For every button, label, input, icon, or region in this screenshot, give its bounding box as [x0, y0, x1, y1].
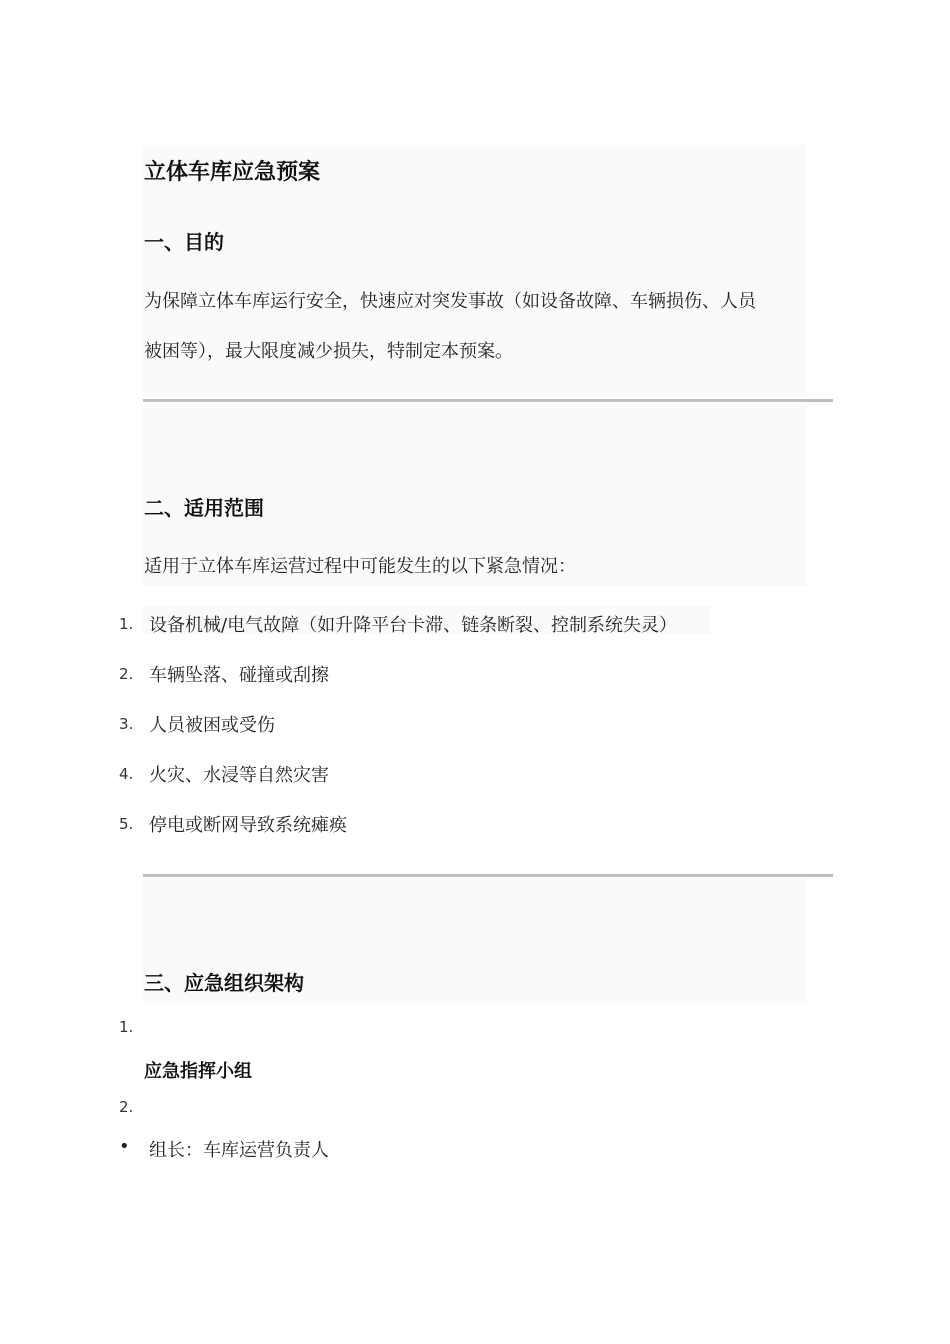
org-item-1-number: 1.	[119, 1018, 134, 1036]
list-number: 5.	[119, 815, 134, 833]
list-item: 设备机械/电气故障（如升降平台卡滞、链条断裂、控制系统失灵）	[149, 615, 678, 636]
list-number: 1.	[119, 615, 134, 633]
list-number: 2.	[119, 665, 134, 683]
list-number: 4.	[119, 765, 134, 783]
list-item: 火灾、水浸等自然灾害	[149, 765, 329, 786]
list-item: 停电或断网导致系统瘫痪	[149, 815, 347, 836]
document-title: 立体车库应急预案	[144, 160, 321, 185]
command-group-subheading: 应急指挥小组	[144, 1061, 252, 1082]
section-2-heading: 二、适用范围	[144, 496, 264, 520]
section-divider-2	[143, 874, 833, 877]
list-item: 人员被困或受伤	[149, 715, 275, 736]
section-1-paragraph-line-1: 为保障立体车库运行安全，快速应对突发事故（如设备故障、车辆损伤、人员	[144, 291, 756, 312]
section-1-paragraph-line-2: 被困等），最大限度减少损失，特制定本预案。	[144, 341, 513, 362]
list-number: 3.	[119, 715, 134, 733]
section-1-heading: 一、目的	[144, 230, 224, 254]
list-item: 车辆坠落、碰撞或刮擦	[149, 665, 329, 686]
section-divider-1	[143, 399, 833, 402]
section-3-heading: 三、应急组织架构	[144, 971, 304, 995]
bullet-icon: •	[119, 1136, 130, 1157]
section-2-intro: 适用于立体车库运营过程中可能发生的以下紧急情况：	[144, 556, 576, 577]
group-leader-item: 组长：车库运营负责人	[149, 1140, 329, 1161]
org-item-2-number: 2.	[119, 1098, 134, 1116]
